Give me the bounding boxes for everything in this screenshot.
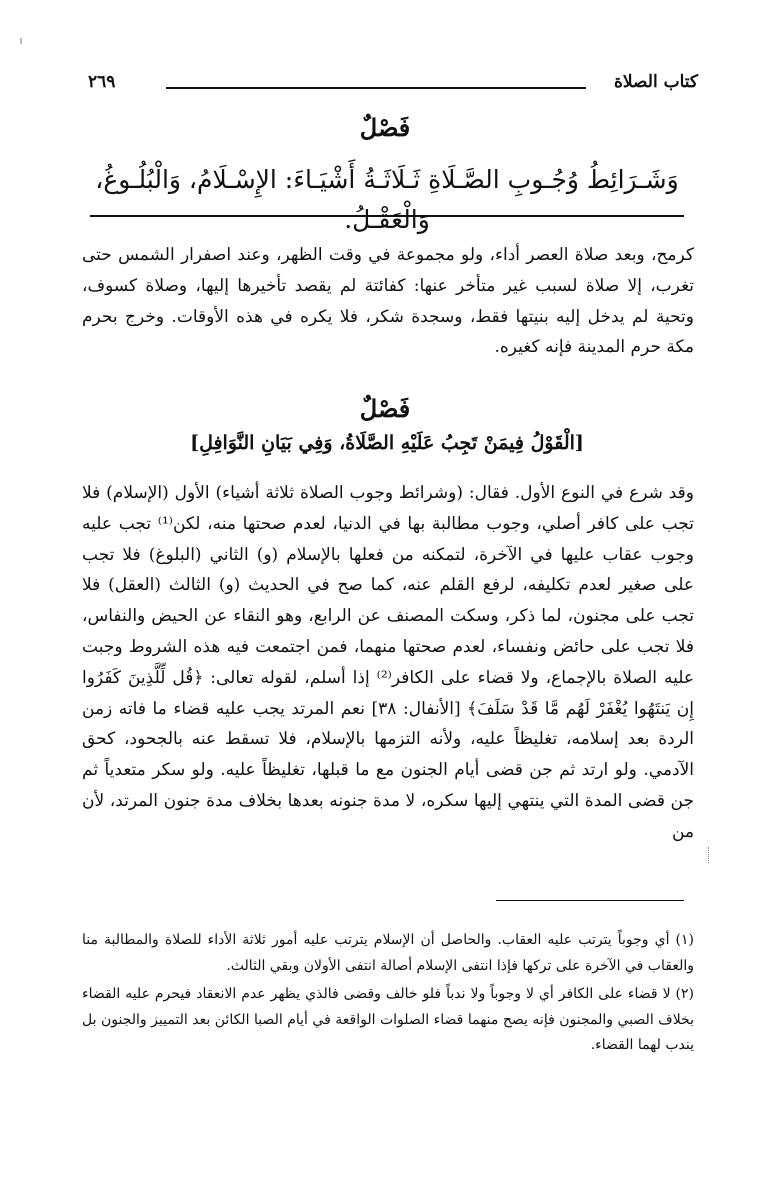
section-heading-2: فَصْلٌ (359, 394, 411, 423)
section-subheading: [الْقَوْلُ فِيمَنْ تَجِبُ عَلَيْهِ الصَّلَاةُ، وَفِي بَيَانِ النَّوَافِلِ] (190, 432, 584, 454)
matn-text: وَشَـرَائِطُ وُجُـوبِ الصَّـلَاةِ ثَـلَاثَـةُ أَشْيَـاءَ: الإِسْـلَامُ، وَالْبُلُـوغُ، وَالْعَقْـلُ. (95, 165, 679, 234)
footnote-2: (٢) لا قضاء على الكافر أي لا وجوباً ولا ندباً فلو خالف وقضى فالذي يظهر عدم الانعقاد فيحرم عليه القضاء بخلاف الصبي والمجنون فإنه يصح منهما قضاء الصلوات الواقعة في أيام الصبا الكائن بعد التمييز والجنون بل يندب لهما القضاء. (82, 986, 694, 1053)
running-head (88, 72, 698, 98)
scan-mark (20, 38, 22, 44)
page-number: ٢٦٩ (88, 72, 116, 92)
footnotes (82, 928, 694, 1062)
matn-divider (90, 215, 684, 217)
footnote-1: (١) أي وجوباً يترتب عليه العقاب. والحاصل أن الإسلام يترتب عليه أمور ثلاثة الأداء للصلاة والمطالبة منا والعقاب في الآخرة على تركها فإذا انتفى الإسلام أصالة انتفى الأولان وبقي الثالث. (82, 932, 694, 974)
commentary-paragraph-2: وقد شرع في النوع الأول. فقال: (وشرائط وجوب الصلاة ثلاثة أشياء) الأول (الإسلام) فلا تجب على كافر أصلي، وجوب مطالبة بها في الدنيا، لعدم صحتها منه، لكن⁽¹⁾ تجب عليه وجوب عقاب عليها في الآخرة، لتمكنه من فعلها بالإسلام (و) الثاني (البلوغ) فلا تجب على صغير لعدم تكليفه، لرفع القلم عنه، كما صح في الحديث (و) الثالث (العقل) فلا تجب على مجنون، لما ذكر، وسكت المصنف عن الرابع، وهو النقاء عن الحيض والنفاس، فلا تجب على حائض ونفساء، لعدم صحتها منهما، فمن اجتمعت فيه هذه الشروط وجبت عليه الصلاة بالإجماع، ولا قضاء على الكافر⁽²⁾ إذا أسلم، لقوله تعالى: ﴿قُل لِّلَّذِينَ كَفَرُوا إِن يَنتَهُوا يُغْفَرْ لَهُم مَّا قَدْ سَلَفَ﴾ [الأنفال: ٣٨] نعم المرتد يجب عليه قضاء ما فاته زمن الردة بعد إسلامه، تغليظاً عليه، ولأنه التزمها بالإسلام، فلا تسقط عنه بالجحود، كحق الآدمي. ولو ارتد ثم جن قضى أيام الجنون مع ما قبلها، تغليظاً عليه. ولو سكر متعدياً ثم جن قضى المدة التي ينتهي إليها سكره، لا مدة جنونه بعدها بخلاف مدة جنون المرتد، لأن من (82, 483, 694, 842)
section-heading: فَصْلٌ (359, 113, 411, 142)
footnote-divider (496, 900, 684, 901)
book-title: كتاب الصلاة (613, 72, 698, 92)
margin-mark (708, 847, 710, 863)
header-rule (166, 87, 586, 89)
commentary-paragraph: كرمح، وبعد صلاة العصر أداء، ولو مجموعة في وقت الظهر، وعند اصفرار الشمس حتى تغرب، إلا صلاة لسبب غير متأخر عنها: كفائتة لم يقصد تأخيرها إليها، وصلاة كسوف، وتحية لم يدخل إليه بنيتها فقط، وسجدة شكر، فلا يكره في هذه الأوقات. وخرج بحرم مكة حرم المدينة فإنه كغيره. (82, 245, 694, 358)
